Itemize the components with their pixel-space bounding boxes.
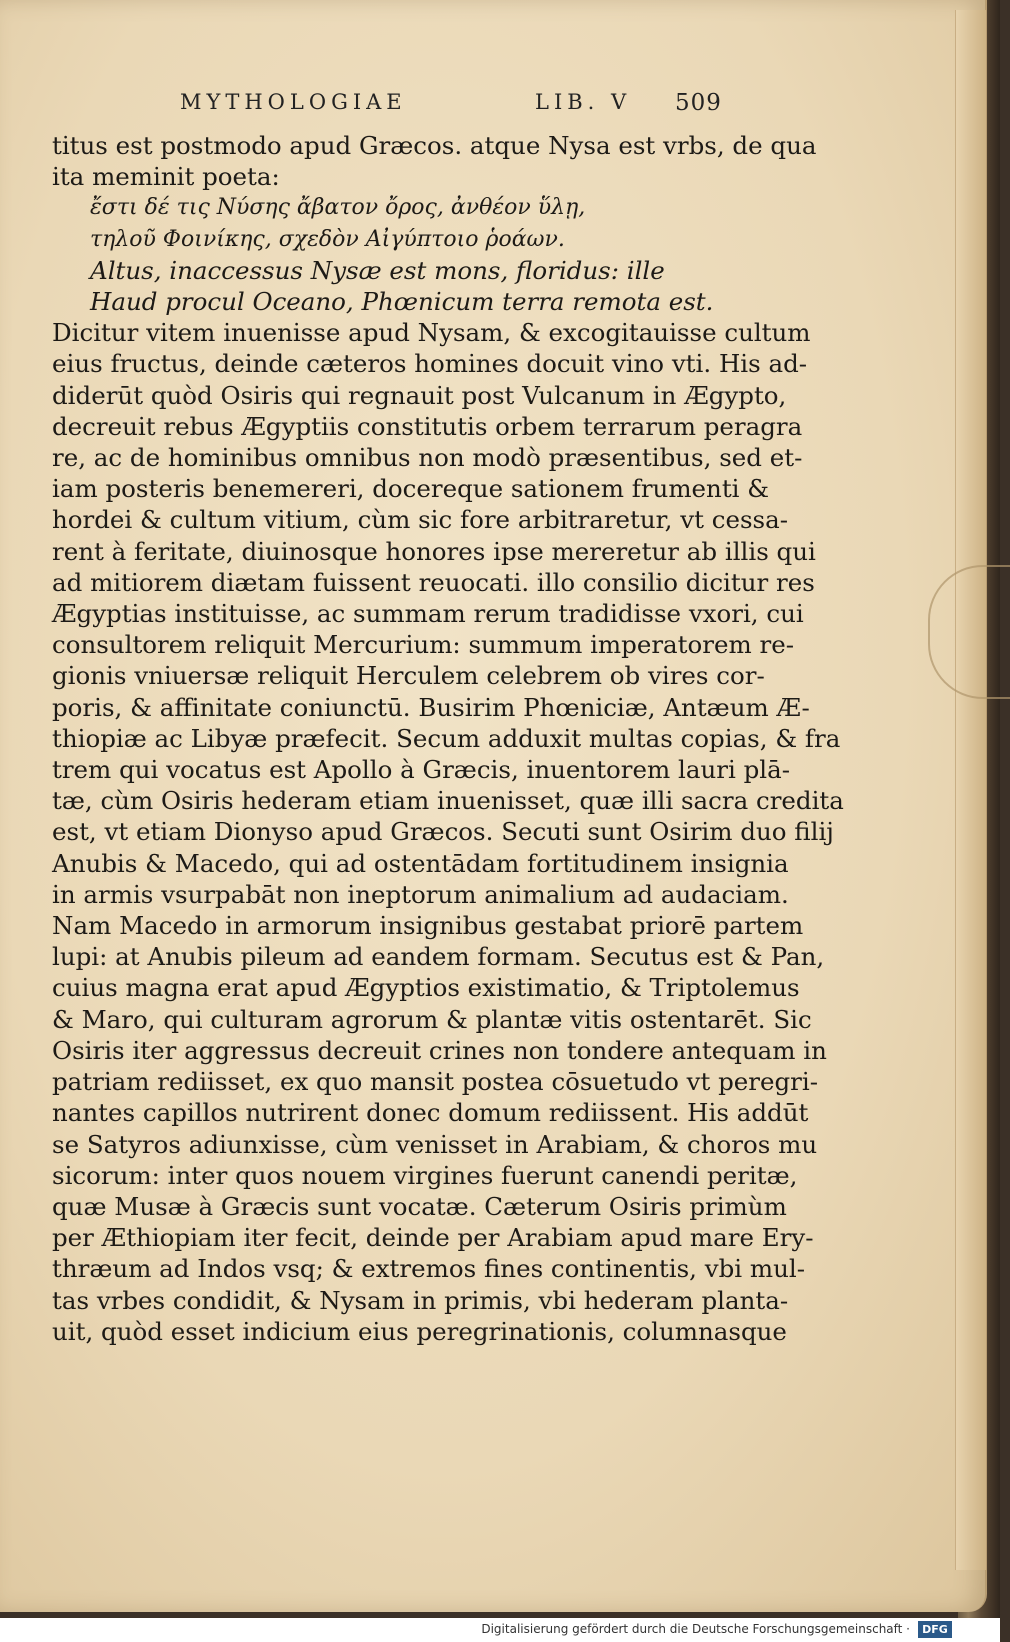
text-line: ita meminit poeta:	[52, 162, 280, 192]
text-line: Osiris iter aggressus decreuit crines non tondere antequam in	[52, 1035, 827, 1065]
dfg-logo: DFG	[918, 1621, 952, 1638]
text-line: thiopiæ ac Libyæ præfecit. Secum adduxit multas copias, & fra	[52, 723, 841, 753]
greek-verse-line: τηλοῦ Φοινίκης, σχεδὸν Αἰγύπτοιο ῥοάων.	[90, 226, 565, 252]
text-line: decreuit rebus Ægyptiis constitutis orbem terrarum peragra	[52, 411, 803, 441]
footer-bar	[0, 1618, 1000, 1642]
header-title: MYTHOLOGIAE	[180, 90, 407, 114]
text-line: nantes capillos nutrirent donec domum rediissent. His addūt	[52, 1098, 809, 1128]
text-line: diderūt quòd Osiris qui regnauit post Vulcanum in Ægypto,	[52, 380, 787, 410]
header-book: LIB. V	[535, 90, 632, 114]
text-line: Dicitur vitem inuenisse apud Nysam, & excogitauisse cultum	[52, 318, 811, 348]
page-number: 509	[675, 90, 722, 116]
text-line: ad mitiorem diætam fuissent reuocati. illo consilio dicitur res	[52, 567, 815, 597]
text-line: per Æthiopiam iter fecit, deinde per Arabiam apud mare Ery-	[52, 1223, 814, 1253]
latin-verse-line: Altus, inaccessus Nysæ est mons, floridus: ille	[90, 255, 665, 285]
text-line: tæ, cùm Osiris hederam etiam inuenisset, quæ illi sacra credita	[52, 786, 844, 816]
body-text	[52, 130, 844, 1347]
greek-verse-line: ἔστι δέ τις Νύσης ἄβατον ὄρος, ἀνθέον ὕλῃ,	[90, 195, 586, 221]
text-line: consultorem reliquit Mercurium: summum imperatorem re-	[52, 630, 794, 660]
text-line: uit, quòd esset indicium eius peregrinationis, columnasque	[52, 1316, 787, 1346]
text-line: thræum ad Indos vsq; & extremos fines continentis, vbi mul-	[52, 1254, 806, 1284]
text-line: re, ac de hominibus omnibus non modò præsentibus, sed et-	[52, 443, 803, 473]
latin-verse-line: Haud procul Oceano, Phœnicum terra remota est.	[90, 287, 714, 317]
text-line: est, vt etiam Dionyso apud Græcos. Secuti sunt Osirim duo filij	[52, 817, 834, 847]
text-line: gionis vniuersæ reliquit Herculem celebrem ob vires cor-	[52, 661, 765, 691]
text-line: trem qui vocatus est Apollo à Græcis, inuentorem lauri plā-	[52, 755, 790, 785]
text-line: poris, & affinitate coniunctū. Busirim Phœniciæ, Antæum Æ-	[52, 692, 810, 722]
text-line: quæ Musæ à Græcis sunt vocatæ. Cæterum Osiris primùm	[52, 1191, 787, 1221]
text-line: Anubis & Macedo, qui ad ostentādam fortitudinem insignia	[52, 848, 789, 878]
text-line: cuius magna erat apud Ægyptios existimatio, & Triptolemus	[52, 973, 800, 1003]
text-line: se Satyros adiunxisse, cùm venisset in Arabiam, & choros mu	[52, 1129, 818, 1159]
text-line: titus est postmodo apud Græcos. atque Nysa est vrbs, de qua	[52, 131, 817, 160]
page-fore-edge	[955, 10, 986, 1570]
text-line: & Maro, qui culturam agrorum & plantæ vitis ostentarēt. Sic	[52, 1004, 812, 1034]
text-line: Ægyptias instituisse, ac summam rerum tradidisse vxori, cui	[52, 599, 804, 629]
text-line: sicorum: inter quos nouem virgines fuerunt canendi peritæ,	[52, 1160, 798, 1190]
text-line: iam posteris benemereri, docereque sationem frumenti &	[52, 474, 770, 504]
text-line: patriam rediisset, ex quo mansit postea cōsuetudo vt peregri-	[52, 1067, 818, 1097]
text-line: rent à feritate, diuinosque honores ipse mereretur ab illis qui	[52, 536, 816, 566]
text-line: tas vrbes condidit, & Nysam in primis, vbi hederam planta-	[52, 1285, 789, 1315]
text-line: eius fructus, deinde cæteros homines docuit vino vti. His ad-	[52, 349, 808, 379]
running-header	[180, 90, 760, 120]
text-line: lupi: at Anubis pileum ad eandem formam. Secutus est & Pan,	[52, 942, 825, 972]
clip-impression	[928, 565, 1010, 699]
text-line: Nam Macedo in armorum insignibus gestabat priorē partem	[52, 911, 804, 941]
text-line: in armis vsurpabāt non ineptorum animalium ad audaciam.	[52, 879, 789, 909]
text-line: hordei & cultum vitium, cùm sic fore arbitraretur, vt cessa-	[52, 505, 788, 535]
footer-credit: Digitalisierung gefördert durch die Deutsche Forschungsgemeinschaft ·	[481, 1622, 910, 1636]
